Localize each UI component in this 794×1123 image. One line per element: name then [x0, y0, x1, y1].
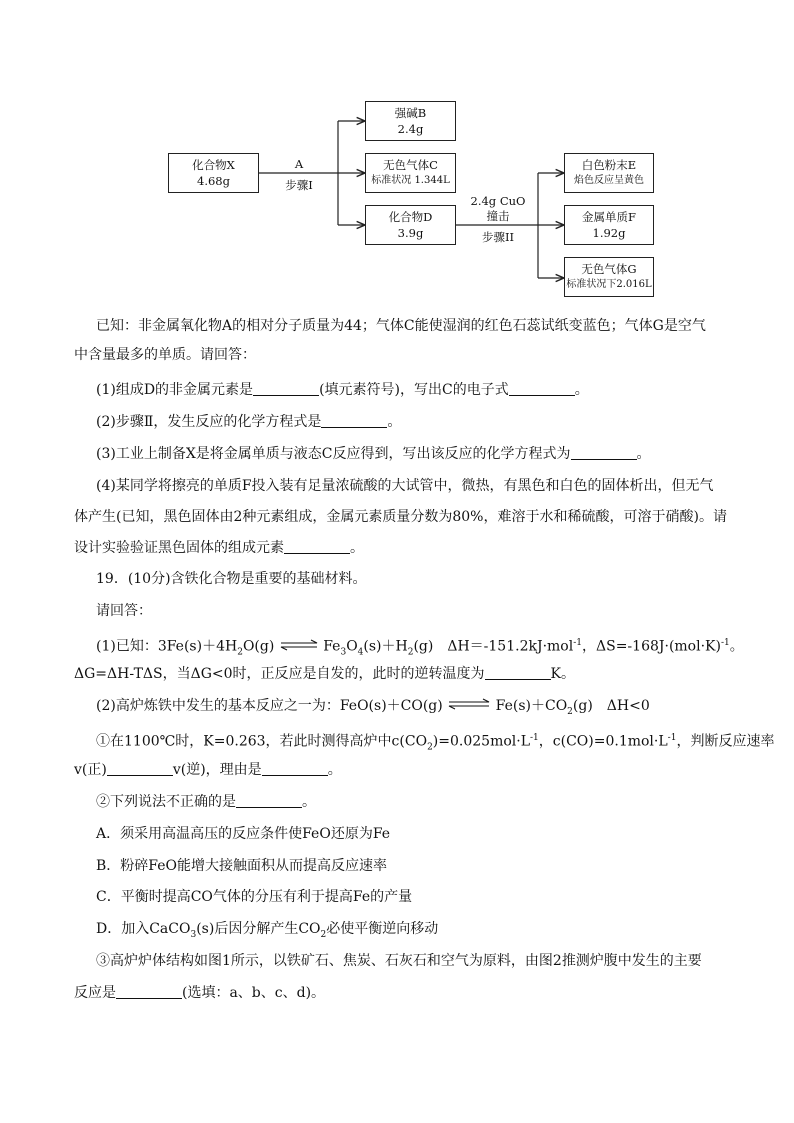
circle-3-line-2: [74, 983, 734, 1003]
powder-e-name: 白色粉末E: [581, 158, 637, 172]
c2-b: 。: [302, 794, 316, 810]
opt-d-b: (s)后因分解产生CO: [196, 921, 321, 937]
s1-2b: K。: [550, 666, 576, 682]
c1-2a: v(正): [74, 762, 107, 778]
compound-x-name: 化合物X: [192, 158, 235, 172]
sub-2-equation: (2)高炉炼铁中发生的基本反应之一为：FeO(s)＋CO(g) $Fe(s)+CO_2(g)$ ΔH<0: [96, 698, 650, 717]
opt-d-a: D．加入CaCO: [96, 921, 191, 937]
c1-a: ①在1100℃时，K=0.263，若此时测得高炉中c(CO: [96, 733, 428, 750]
s1-c: Fe: [323, 638, 341, 655]
q1-text-b: (填元素符号)，写出C的电子式: [319, 382, 509, 398]
question-4-line-1: (4)某同学将擦亮的单质F投入装有足量浓硫酸的大试管中，微热，有黑色和白色的固体析出，但无气: [96, 478, 714, 494]
answer-blank[interactable]: [485, 665, 551, 680]
option-a: A．须采用高温高压的反应条件使FeO还原为Fe: [96, 826, 391, 842]
question-1: [96, 380, 734, 400]
gas-g-note: 标准状况下2.016L: [566, 279, 652, 290]
sub-1-line-2: [74, 664, 734, 684]
metal-f-name: 金属单质F: [582, 210, 636, 224]
q1-text-c: 。: [574, 382, 589, 398]
circle-2: [96, 792, 734, 812]
question-19-title: 19．(10分)含铁化合物是重要的基础材料。: [96, 571, 367, 587]
s1-g: ，ΔS=-168J·(mol·K): [582, 638, 721, 655]
metal-f-box: [564, 205, 654, 245]
answer-blank[interactable]: [284, 539, 350, 554]
answer-blank[interactable]: [116, 984, 182, 999]
c2-a: ②下列说法不正确的是: [96, 794, 236, 810]
strong-base-b-mass: 2.4g: [397, 122, 424, 136]
compound-d-box: [365, 205, 456, 245]
c1-2b: v(逆)，理由是: [172, 762, 262, 778]
s1-d: O: [346, 638, 358, 655]
q4-text-b: 。: [350, 540, 364, 556]
s1-2a: ΔG=ΔH-TΔS，当ΔG<0时，正反应是自发的，此时的逆转温度为: [74, 666, 485, 682]
opt-d-c: 必使平衡逆向移动: [326, 921, 439, 937]
s1-b: O(g): [242, 638, 275, 655]
arrow2-reagent: 2.4g CuO: [470, 194, 526, 208]
answer-blank[interactable]: [509, 381, 575, 396]
option-c: C．平衡时提高CO气体的分压有利于提高Fe的产量: [96, 889, 413, 905]
answer-blank[interactable]: [253, 381, 319, 396]
circle-3-line-1: ③高炉炉体结构如图1所示，以铁矿石、焦炭、石灰石和空气为原料，由图2推测炉腹中发生的主要: [96, 953, 702, 969]
q3-text-b: 。: [636, 446, 651, 462]
compound-d-mass: 3.9g: [397, 226, 424, 240]
answer-blank[interactable]: [107, 761, 173, 776]
option-b: B．粉碎FeO能增大接触面积从而提高反应速率: [96, 858, 387, 874]
s1-h: 。: [729, 638, 744, 655]
question-4-line-2: 体产生(已知，黑色固体由2种元素组成，金属元素质量分数为80%，难溶于水和稀硫酸，可溶于硝酸)。请: [74, 509, 727, 525]
circle-1-line-1: ①在1100℃时，K=0.263，若此时测得高炉中$c(CO_2)=0.025mol\cdot L^{-1}$，$c(CO)=0.1mol\cdot L^{-1}$，判断反应速率: [96, 733, 775, 753]
gas-g-name: 无色气体G: [581, 262, 637, 276]
known-line-2: 中含量最多的单质。请回答：: [74, 347, 256, 363]
s1-a: (1)已知：3Fe(s)＋4H: [96, 638, 238, 655]
compound-x-box: [168, 153, 259, 193]
c3-2b: (选填：a、b、c、d)。: [182, 985, 326, 1001]
option-d: D．加入CaCO$_3$(s)后因分解产生$CO_2$必使平衡逆向移动: [96, 921, 439, 940]
compound-x-mass: 4.68g: [197, 174, 230, 188]
equilibrium-arrow-icon: [447, 696, 491, 716]
metal-f-mass: 1.92g: [592, 226, 626, 240]
arrow1-reagent: A: [294, 157, 304, 171]
circle-1-line-2: [74, 760, 734, 780]
arrow2-condition: 撞击: [486, 209, 510, 223]
answer-blank[interactable]: [571, 445, 637, 460]
question-4-line-3: [74, 538, 734, 558]
compound-d-name: 化合物D: [388, 210, 433, 224]
c1-b: )=0.025mol·L: [432, 733, 530, 750]
powder-e-note: 焰色反应呈黄色: [574, 175, 644, 186]
powder-e-box: [564, 153, 654, 193]
q4-text-a: 设计实验验证黑色固体的组成元素: [74, 540, 284, 556]
q3-text-a: (3)工业上制备X是将金属单质与液态C反应得到，写出该反应的化学方程式为: [96, 446, 571, 462]
strong-base-b-box: [365, 101, 456, 141]
equilibrium-arrow-icon: [279, 637, 319, 657]
answer-blank[interactable]: [321, 413, 387, 428]
s2-b: Fe(s)＋CO: [495, 698, 568, 714]
known-line-1: 已知：非金属氧化物A的相对分子质量为44；气体C能使湿润的红色石蕊试纸变蓝色；气体G是空气: [96, 318, 706, 334]
answer-blank[interactable]: [236, 793, 302, 808]
gas-c-note: 标准状况 1.344L: [371, 175, 450, 186]
gas-g-box: [564, 257, 654, 297]
question-3: [96, 444, 734, 464]
c1-c: ，c(CO)=0.1mol·L: [538, 733, 668, 750]
q1-text-a: (1)组成D的非金属元素是: [96, 382, 254, 398]
s1-e: (s)＋H: [363, 638, 408, 655]
q2-text-a: (2)步骤Ⅱ，发生反应的化学方程式是: [96, 414, 322, 430]
s2-a: (2)高炉炼铁中发生的基本反应之一为：FeO(s)＋CO(g): [96, 698, 443, 714]
s1-f: (g) ΔH＝-151.2kJ·mol: [413, 638, 574, 655]
arrow2-step: 步骤II: [481, 230, 515, 244]
answer-blank[interactable]: [262, 761, 328, 776]
c3-2a: 反应是: [74, 985, 116, 1001]
sub-1-line-1: (1)已知：$3Fe(s)+4H_2O(g)$ $Fe_3O_4(s)+H_2(g)$ ΔH＝-151.2kJ·mol$^{-1}$，$\Delta S=-168J\cdot(mol\cdot K)^{-1}$。: [96, 638, 744, 658]
c1-2c: 。: [327, 762, 342, 778]
please-answer: 请回答：: [96, 603, 152, 619]
gas-c-box: [365, 153, 456, 193]
arrow1-step: 步骤I: [285, 178, 313, 192]
q2-text-b: 。: [387, 414, 402, 430]
strong-base-b-name: 强碱B: [394, 106, 427, 120]
c1-d: ，判断反应速率: [676, 733, 775, 750]
flow-diagram: [0, 0, 794, 300]
s2-c: (g) ΔH<0: [572, 698, 650, 714]
gas-c-name: 无色气体C: [383, 158, 438, 172]
question-2: [96, 412, 734, 432]
